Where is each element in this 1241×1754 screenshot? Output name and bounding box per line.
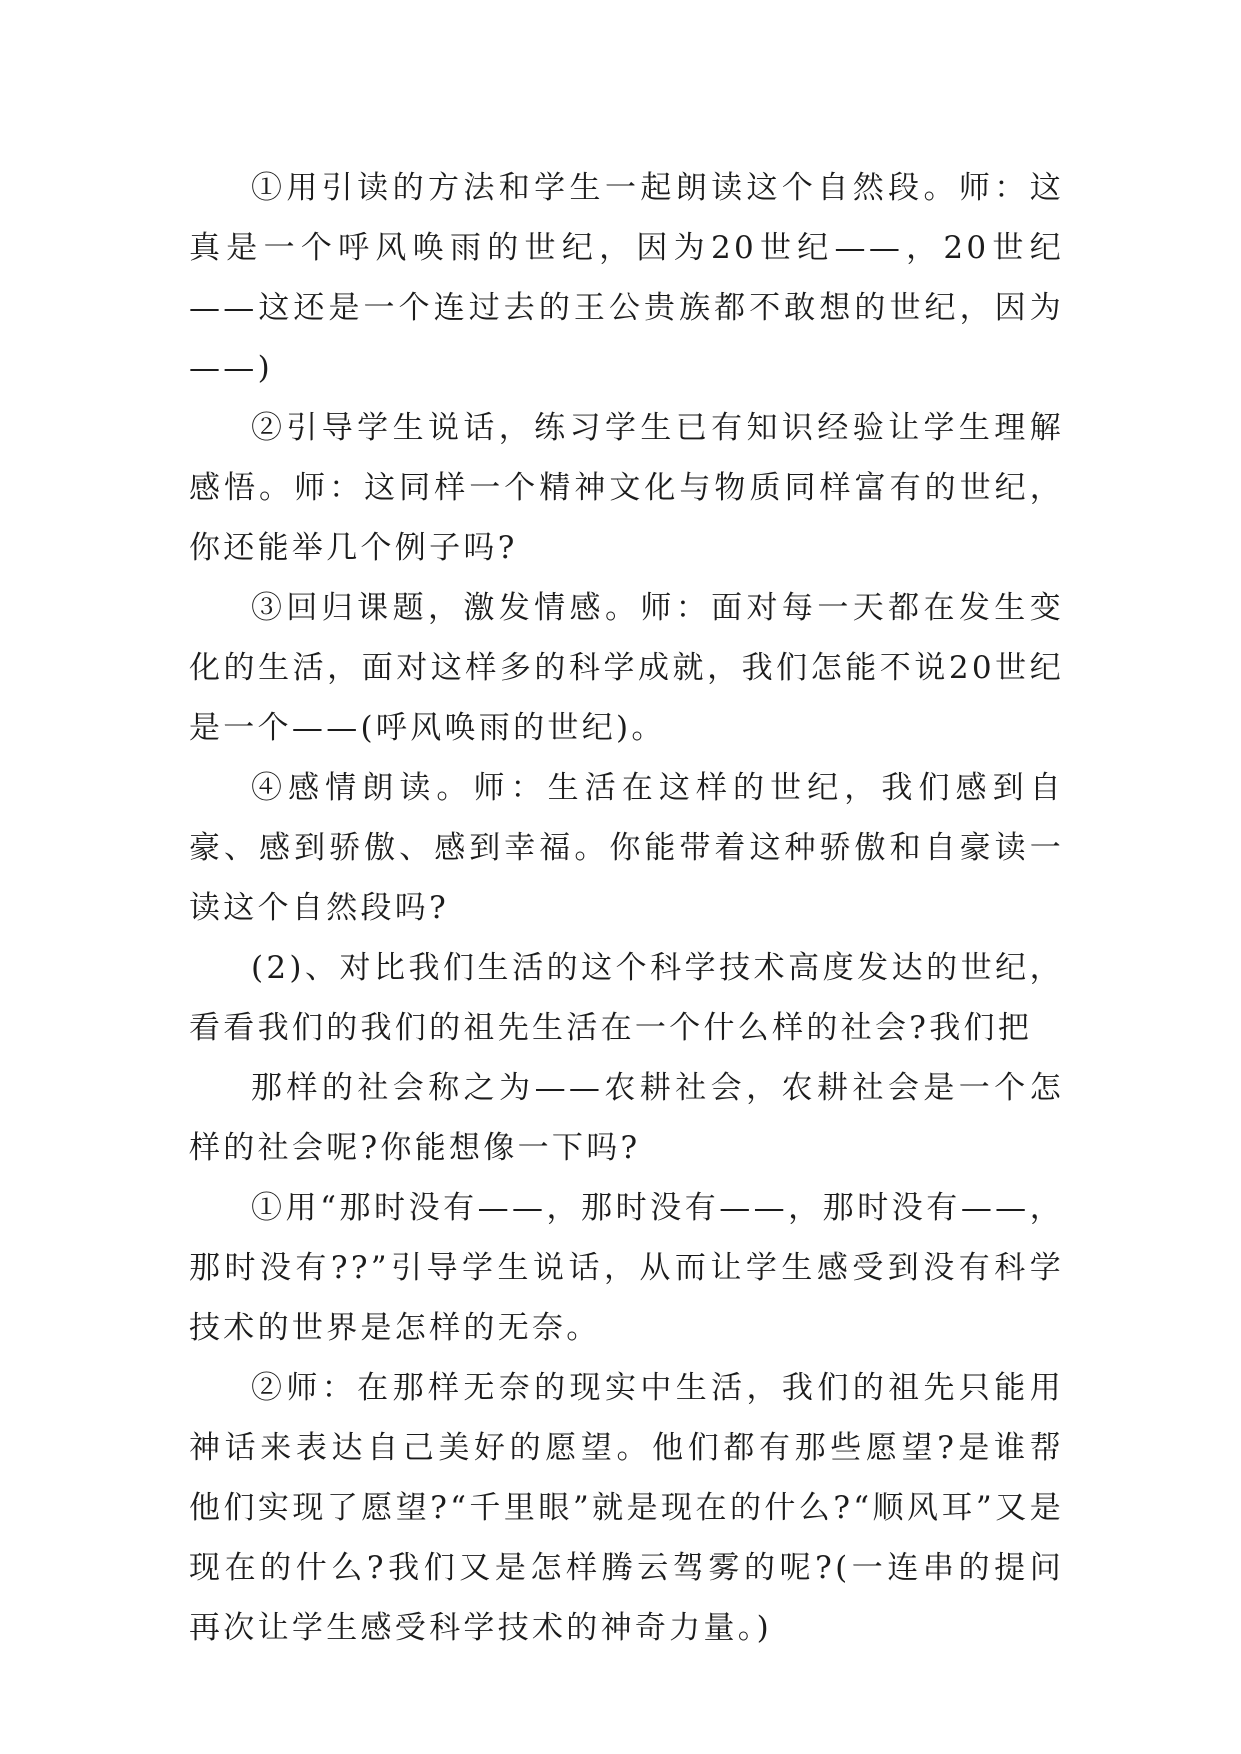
paragraph-there-was-none: ①用“那时没有——，那时没有——，那时没有——，那时没有??”引导学生说话，从而让学生感受到没有科学技术的世界是怎样的无奈。 — [189, 1190, 1064, 1346]
paragraph-guide-speaking: ②引导学生说话，练习学生已有知识经验让学生理解感悟。师：这同样一个精神文化与物质同样富有的世纪，你还能举几个例子吗? — [189, 410, 1064, 566]
paragraph-return-to-topic: ③回归课题，激发情感。师：面对每一天都在发生变化的生活，面对这样多的科学成就，我们怎能不说20世纪是一个——(呼风唤雨的世纪)。 — [189, 590, 1064, 746]
body-text — [189, 158, 1064, 1658]
paragraph-farming-society: 那样的社会称之为——农耕社会，农耕社会是一个怎样的社会呢?你能想像一下吗? — [189, 1070, 1064, 1166]
paragraph-guided-reading: ①用引读的方法和学生一起朗读这个自然段。师：这真是一个呼风唤雨的世纪，因为20世纪——，20世纪——这还是一个连过去的王公贵族都不敢想的世纪，因为——) — [189, 170, 1064, 386]
paragraph-myths-and-wishes: ②师：在那样无奈的现实中生活，我们的祖先只能用神话来表达自己美好的愿望。他们都有那些愿望?是谁帮他们实现了愿望?“千里眼”就是现在的什么?“顺风耳”又是现在的什么?我们又是怎样腾云驾雾的呢?(一连串的提问再次让学生感受科学技术的神奇力量。) — [189, 1370, 1064, 1646]
paragraph-emotional-reading: ④感情朗读。师：生活在这样的世纪，我们感到自豪、感到骄傲、感到幸福。你能带着这种骄傲和自豪读一读这个自然段吗? — [189, 770, 1064, 926]
paragraph-comparison: (2)、对比我们生活的这个科学技术高度发达的世纪，看看我们的我们的祖先生活在一个什么样的社会?我们把 — [189, 950, 1064, 1046]
